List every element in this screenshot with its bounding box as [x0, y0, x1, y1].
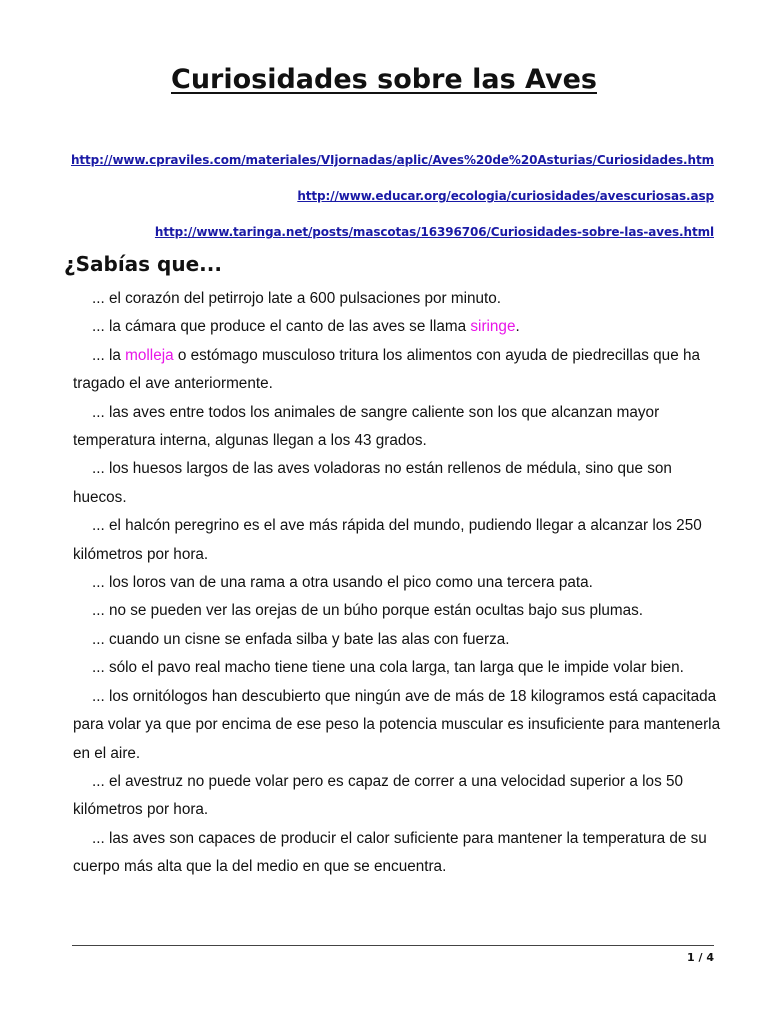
fact-item: [73, 399, 723, 456]
fact-item: [73, 597, 723, 625]
fact-item: [73, 569, 723, 597]
reference-links: [60, 150, 714, 258]
reference-link[interactable]: http://www.educar.org/ecologia/curiosidades/avescuriosas.asp: [297, 189, 714, 203]
fact-text: .: [515, 318, 520, 336]
section-heading: ¿Sabías que...: [64, 252, 222, 276]
fact-text: ... cuando un cisne se enfada silba y bate las alas con fuerza.: [92, 630, 510, 648]
fact-text: ... el corazón del petirrojo late a 600 pulsaciones por minuto.: [92, 290, 502, 307]
fact-text: ... las aves entre todos los animales de sangre caliente son los que alcanzan mayor temperatura interna, algunas llegan a los 43 grados.: [73, 403, 660, 450]
highlighted-term: molleja: [125, 346, 174, 364]
fact-text: ... las aves son capaces de producir el calor suficiente para mantener la temperatura de su cuerpo más alta que la del medio en que se encuentra.: [73, 829, 707, 876]
fact-item: [73, 455, 723, 512]
fact-text: ... no se pueden ver las orejas de un búho porque están ocultas bajo sus plumas.: [92, 602, 644, 620]
highlighted-term: siringe: [470, 318, 516, 336]
facts-list: [73, 285, 723, 882]
fact-text: ... la: [92, 346, 126, 364]
page-number: 1 / 4: [687, 951, 714, 964]
fact-item: [73, 626, 723, 654]
fact-text: ... los loros van de una rama a otra usando el pico como una tercera pata.: [92, 574, 593, 592]
fact-item: [73, 683, 723, 768]
fact-item: [73, 313, 723, 341]
reference-link[interactable]: http://www.cpraviles.com/materiales/VIjornadas/aplic/Aves%20de%20Asturias/Curiosidades.htm: [70, 153, 714, 167]
reference-link[interactable]: http://www.taringa.net/posts/mascotas/16396706/Curiosidades-sobre-las-aves.html: [154, 225, 714, 239]
fact-item: [73, 654, 723, 682]
fact-item: [73, 342, 723, 399]
fact-text: ... los ornitólogos han descubierto que ningún ave de más de 18 kilogramos está capacitada para volar ya que por encima de ese peso la potencia muscular es insuficiente para mantenerla en el aire.: [73, 687, 721, 762]
footer-divider: [72, 945, 714, 946]
fact-item: [73, 825, 723, 882]
fact-text: ... el halcón peregrino es el ave más rápida del mundo, pudiendo llegar a alcanzar los 250 kilómetros por hora.: [73, 517, 702, 563]
fact-text: ... los huesos largos de las aves voladoras no están rellenos de médula, sino que son huecos.: [73, 460, 672, 506]
document-title: Curiosidades sobre las Aves: [171, 64, 597, 95]
fact-text: ... sólo el pavo real macho tiene tiene una cola larga, tan larga que le impide volar bien.: [92, 659, 684, 677]
fact-text: ... la cámara que produce el canto de las aves se llama: [92, 318, 471, 336]
fact-item: [73, 768, 723, 825]
fact-item: [73, 285, 723, 313]
fact-text: o estómago musculoso tritura los alimentos con ayuda de piedrecillas que ha tragado el ave anteriormente.: [73, 346, 700, 393]
fact-item: [73, 512, 723, 569]
fact-text: ... el avestruz no puede volar pero es capaz de correr a una velocidad superior a los 50 kilómetros por hora.: [73, 772, 683, 819]
